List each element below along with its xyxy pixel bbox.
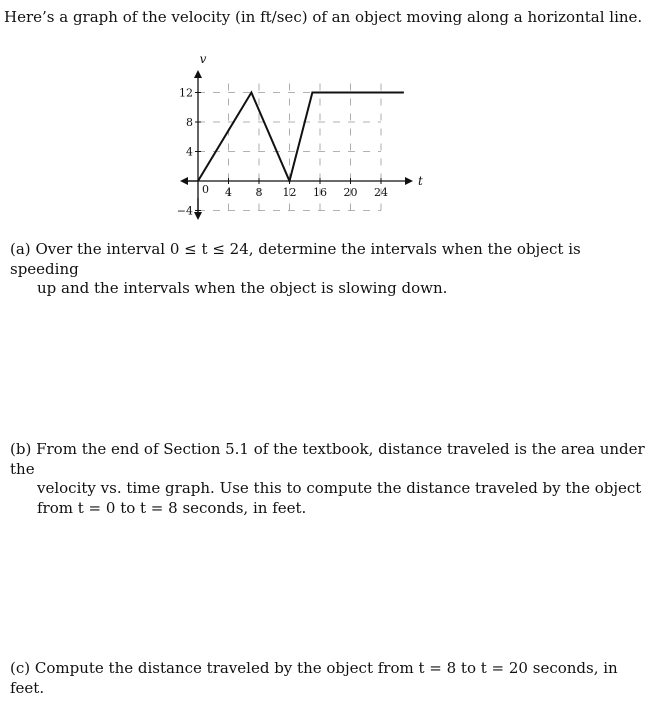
x-tick-label: 4 [225,186,232,199]
x-tick-label: 20 [343,186,358,199]
x-axis-label: t [418,174,423,188]
question-a-text-line1: Over the interval 0 ≤ t ≤ 24, determine the intervals when the object is speeding [10,240,581,278]
question-b-text-line2: velocity vs. time graph. Use this to compute the distance traveled by the object [37,479,642,497]
question-b [10,440,650,518]
origin-label: 0 [202,183,209,196]
x-tick-label: 24 [374,186,388,199]
question-b-text-line1: From the end of Section 5.1 of the textbook, distance traveled is the area under the [10,440,645,478]
question-c [10,659,650,698]
question-b-text-line3: from t = 0 to t = 8 seconds, in feet. [37,498,307,517]
y-axis-label: v [199,52,207,66]
velocity-series-line [198,93,404,182]
question-b-label: (b) [10,440,32,458]
y-tick-label: 8 [186,116,193,129]
question-c-text-line1: Compute the distance traveled by the object from t = 8 to t = 20 seconds, in feet. [10,659,618,697]
ticks [177,87,388,218]
y-tick-label: 4 [186,145,193,159]
y-tick-label: 12 [179,86,193,100]
x-tick-label: 12 [282,186,297,199]
y-tick-label: −4 [176,204,193,218]
question-a-label: (a) [10,240,31,258]
question-a-text-line2: up and the intervals when the object is slowing down. [37,279,448,297]
intro-text: Here’s a graph of the velocity (in ft/sec) of an object moving along a horizontal line. [4,8,643,26]
velocity-graph [170,48,430,228]
x-tick-label: 16 [313,186,327,199]
question-c-label: (c) [10,659,31,677]
question-a [10,240,650,299]
x-tick-label: 8 [255,186,263,199]
